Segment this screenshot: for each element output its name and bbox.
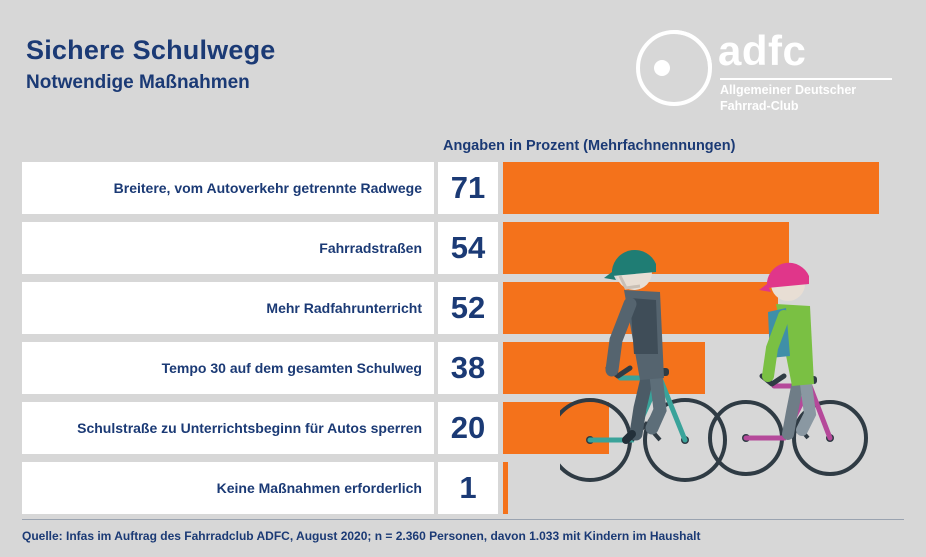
page-subtitle: Notwendige Maßnahmen (26, 71, 250, 93)
bar-value: 52 (438, 282, 498, 334)
units-note: Angaben in Prozent (Mehrfachnennungen) (443, 138, 736, 154)
bar-track (503, 222, 903, 274)
bar-value: 38 (438, 342, 498, 394)
bar-track (503, 462, 903, 514)
chart-row (22, 222, 904, 274)
chart-row (22, 402, 904, 454)
adfc-logo (634, 27, 904, 113)
bar-track (503, 402, 903, 454)
bar-chart (22, 162, 904, 522)
bar-track (503, 282, 903, 334)
bar-label: Schulstraße zu Unterrichtsbeginn für Autos sperren (22, 402, 434, 454)
bar-fill (503, 282, 778, 334)
bar-fill (503, 222, 789, 274)
bar-label: Mehr Radfahrunterricht (22, 282, 434, 334)
header-block (26, 36, 276, 94)
bar-label: Tempo 30 auf dem gesamten Schulweg (22, 342, 434, 394)
adfc-wordmark: adfc (718, 27, 807, 74)
source-note: Quelle: Infas im Auftrag des Fahrradclub ADFC, August 2020; n = 2.360 Personen, davon 1.033 mit Kindern im Haushalt (22, 519, 904, 543)
bar-value: 54 (438, 222, 498, 274)
bar-label: Breitere, vom Autoverkehr getrennte Radwege (22, 162, 434, 214)
chart-row (22, 162, 904, 214)
chart-row (22, 342, 904, 394)
bar-fill (503, 402, 609, 454)
bar-track (503, 162, 903, 214)
bar-label: Keine Maßnahmen erforderlich (22, 462, 434, 514)
chart-row (22, 462, 904, 514)
bar-fill (503, 342, 705, 394)
bar-value: 1 (438, 462, 498, 514)
page-title: Sichere Schulwege (26, 35, 276, 65)
bar-fill (503, 462, 508, 514)
bar-value: 71 (438, 162, 498, 214)
bar-fill (503, 162, 879, 214)
bar-label: Fahrradstraßen (22, 222, 434, 274)
adfc-logo-subtitle: Allgemeiner Deutscher Fahrrad-Club (720, 78, 892, 114)
adfc-wheel-icon (634, 28, 714, 113)
bar-track (503, 342, 903, 394)
bar-value: 20 (438, 402, 498, 454)
chart-row (22, 282, 904, 334)
